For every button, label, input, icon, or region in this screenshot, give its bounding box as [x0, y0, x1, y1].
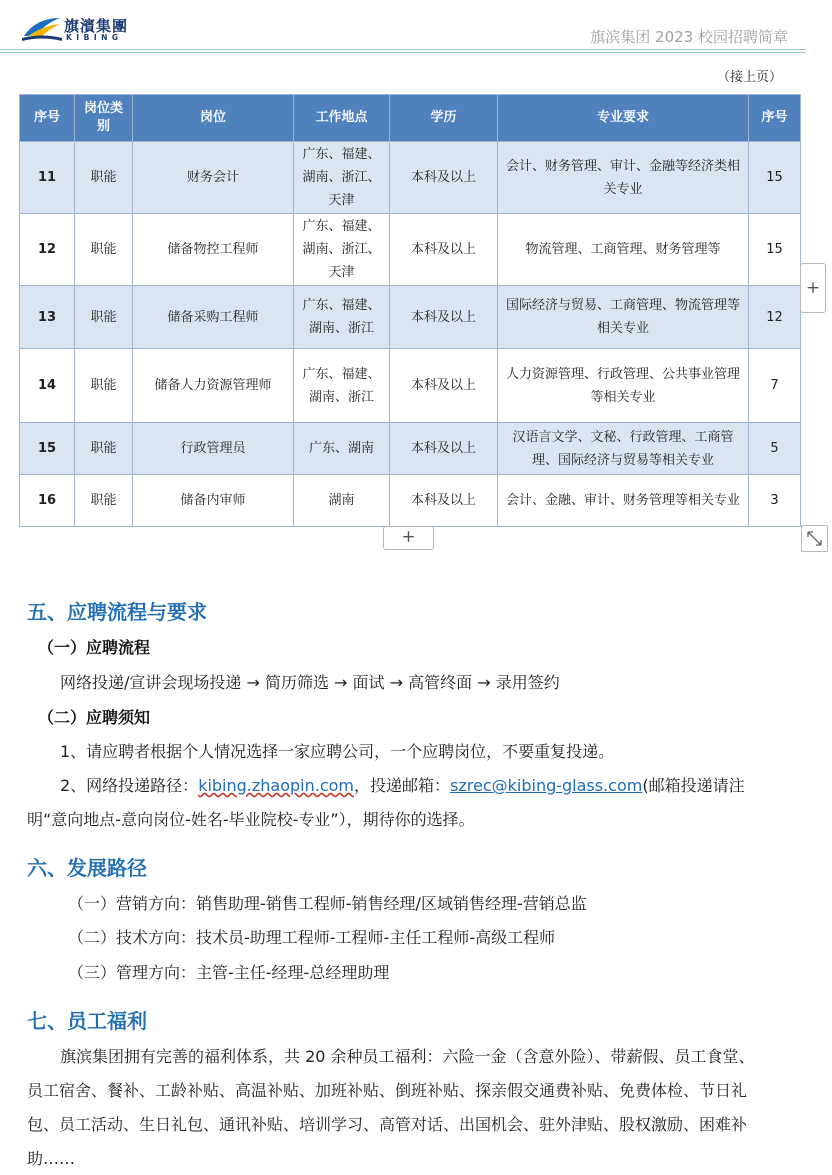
- cell-education: 本科及以上: [390, 214, 498, 286]
- cell-category: 职能: [75, 349, 133, 423]
- cell-major: 人力资源管理、行政管理、公共事业管理等相关专业: [498, 349, 749, 423]
- recruitment-flow: 网络投递/宣讲会现场投递 → 简历筛选 → 面试 → 高管终面 → 录用签约: [60, 673, 560, 692]
- header-cell: 专业要求: [498, 95, 749, 142]
- cell-location: 广东、福建、湖南、浙江、天津: [294, 142, 390, 214]
- benefits-line-2: 员工宿舍、餐补、工龄补贴、高温补贴、加班补贴、倒班补贴、探亲假交通费补贴、免费体检、节日礼: [27, 1081, 748, 1100]
- cell-category: 职能: [75, 286, 133, 349]
- continued-note: （接上页）: [716, 70, 782, 85]
- cell-no: 13: [20, 286, 75, 349]
- cell-count: 7: [749, 349, 801, 423]
- logo-text-cn: 旗濱集團: [64, 17, 129, 35]
- cell-count: 12: [749, 286, 801, 349]
- table-header-row: [20, 95, 801, 142]
- cell-education: 本科及以上: [390, 475, 498, 527]
- cell-count: 15: [749, 214, 801, 286]
- cell-position: 行政管理员: [133, 423, 294, 475]
- cell-no: 12: [20, 214, 75, 286]
- logo-mark-icon: [22, 14, 62, 44]
- cell-major: 国际经济与贸易、工商管理、物流管理等相关专业: [498, 286, 749, 349]
- section-seven-title: 七、员工福利: [27, 1009, 147, 1033]
- table-row: [20, 475, 801, 527]
- cell-major: 汉语言文学、文秘、行政管理、工商管理、国际经济与贸易等相关专业: [498, 423, 749, 475]
- path-management: （三）管理方向：主管-主任-经理-总经理助理: [68, 963, 390, 982]
- notice-item-2: [60, 773, 745, 796]
- section-six-title: 六、发展路径: [27, 856, 147, 880]
- cell-count: 3: [749, 475, 801, 527]
- add-row-button[interactable]: +: [383, 526, 434, 550]
- cell-education: 本科及以上: [390, 349, 498, 423]
- cell-location: 广东、福建、湖南、浙江: [294, 286, 390, 349]
- table-row: [20, 286, 801, 349]
- resize-arrows-icon: [802, 526, 827, 551]
- benefits-line-1: 旗滨集团拥有完善的福利体系，共 20 余种员工福利：六险一金（含意外险）、带薪假、员工食堂、: [60, 1047, 755, 1066]
- cell-count: 15: [749, 142, 801, 214]
- cell-education: 本科及以上: [390, 423, 498, 475]
- cell-location: 广东、湖南: [294, 423, 390, 475]
- header-cell: 岗位类别: [75, 95, 133, 142]
- header-cell: 序号: [749, 95, 801, 142]
- header-divider-secondary: [0, 52, 806, 53]
- notice-item-2-continued: 明“意向地点-意向岗位-姓名-毕业院校-专业”），期待你的选择。: [27, 810, 475, 829]
- cell-education: 本科及以上: [390, 142, 498, 214]
- cell-no: 15: [20, 423, 75, 475]
- notice-item-2-prefix: 2、网络投递路径：: [60, 776, 199, 795]
- table-row: [20, 214, 801, 286]
- cell-major: 会计、财务管理、审计、金融等经济类相关专业: [498, 142, 749, 214]
- job-table: [19, 94, 801, 527]
- cell-position: 财务会计: [133, 142, 294, 214]
- notice-item-2-suffix: (邮箱投递请注: [642, 776, 745, 795]
- section-five-title: 五、应聘流程与要求: [27, 600, 207, 624]
- cell-major: 物流管理、工商管理、财务管理等: [498, 214, 749, 286]
- section-five-sub2: （二）应聘须知: [38, 708, 151, 727]
- section-five-sub1: （一）应聘流程: [38, 638, 151, 657]
- cell-category: 职能: [75, 214, 133, 286]
- cell-no: 11: [20, 142, 75, 214]
- cell-position: 储备物控工程师: [133, 214, 294, 286]
- benefits-line-3: 包、员工活动、生日礼包、通讯补贴、培训学习、高管对话、出国机会、驻外津贴、股权激励、困难补: [27, 1115, 748, 1134]
- cell-category: 职能: [75, 475, 133, 527]
- cell-location: 广东、福建、湖南、浙江、天津: [294, 214, 390, 286]
- header-title: 旗滨集团 2023 校园招聘简章: [590, 28, 788, 46]
- logo-text-en: KIBING: [66, 33, 123, 42]
- header-cell: 工作地点: [294, 95, 390, 142]
- cell-position: 储备采购工程师: [133, 286, 294, 349]
- header-divider: [0, 49, 806, 50]
- path-marketing: （一）营销方向：销售助理-销售工程师-销售经理/区域销售经理-营销总监: [68, 894, 587, 913]
- cell-major: 会计、金融、审计、财务管理等相关专业: [498, 475, 749, 527]
- benefits-line-4: 助……: [27, 1149, 76, 1168]
- cell-no: 14: [20, 349, 75, 423]
- cell-location: 广东、福建、湖南、浙江: [294, 349, 390, 423]
- cell-education: 本科及以上: [390, 286, 498, 349]
- path-technical: （二）技术方向：技术员-助理工程师-工程师-主任工程师-高级工程师: [68, 928, 556, 947]
- cell-category: 职能: [75, 142, 133, 214]
- cell-category: 职能: [75, 423, 133, 475]
- table-row: [20, 349, 801, 423]
- table-row: [20, 423, 801, 475]
- email-link[interactable]: szrec@kibing-glass.com: [450, 776, 643, 795]
- cell-location: 湖南: [294, 475, 390, 527]
- notice-item-2-mid: ，投递邮箱：: [354, 776, 451, 795]
- cell-position: 储备人力资源管理师: [133, 349, 294, 423]
- header-cell: 学历: [390, 95, 498, 142]
- add-column-button[interactable]: +: [800, 263, 826, 313]
- cell-position: 储备内审师: [133, 475, 294, 527]
- notice-item-1: 1、请应聘者根据个人情况选择一家应聘公司，一个应聘岗位，不要重复投递。: [60, 742, 615, 761]
- zhaopin-link[interactable]: kibing.zhaopin.com: [198, 776, 355, 795]
- company-logo: [22, 14, 152, 46]
- table-row: [20, 142, 801, 214]
- table-resize-handle[interactable]: [801, 525, 828, 552]
- header-cell: 岗位: [133, 95, 294, 142]
- header-cell: 序号: [20, 95, 75, 142]
- cell-count: 5: [749, 423, 801, 475]
- cell-no: 16: [20, 475, 75, 527]
